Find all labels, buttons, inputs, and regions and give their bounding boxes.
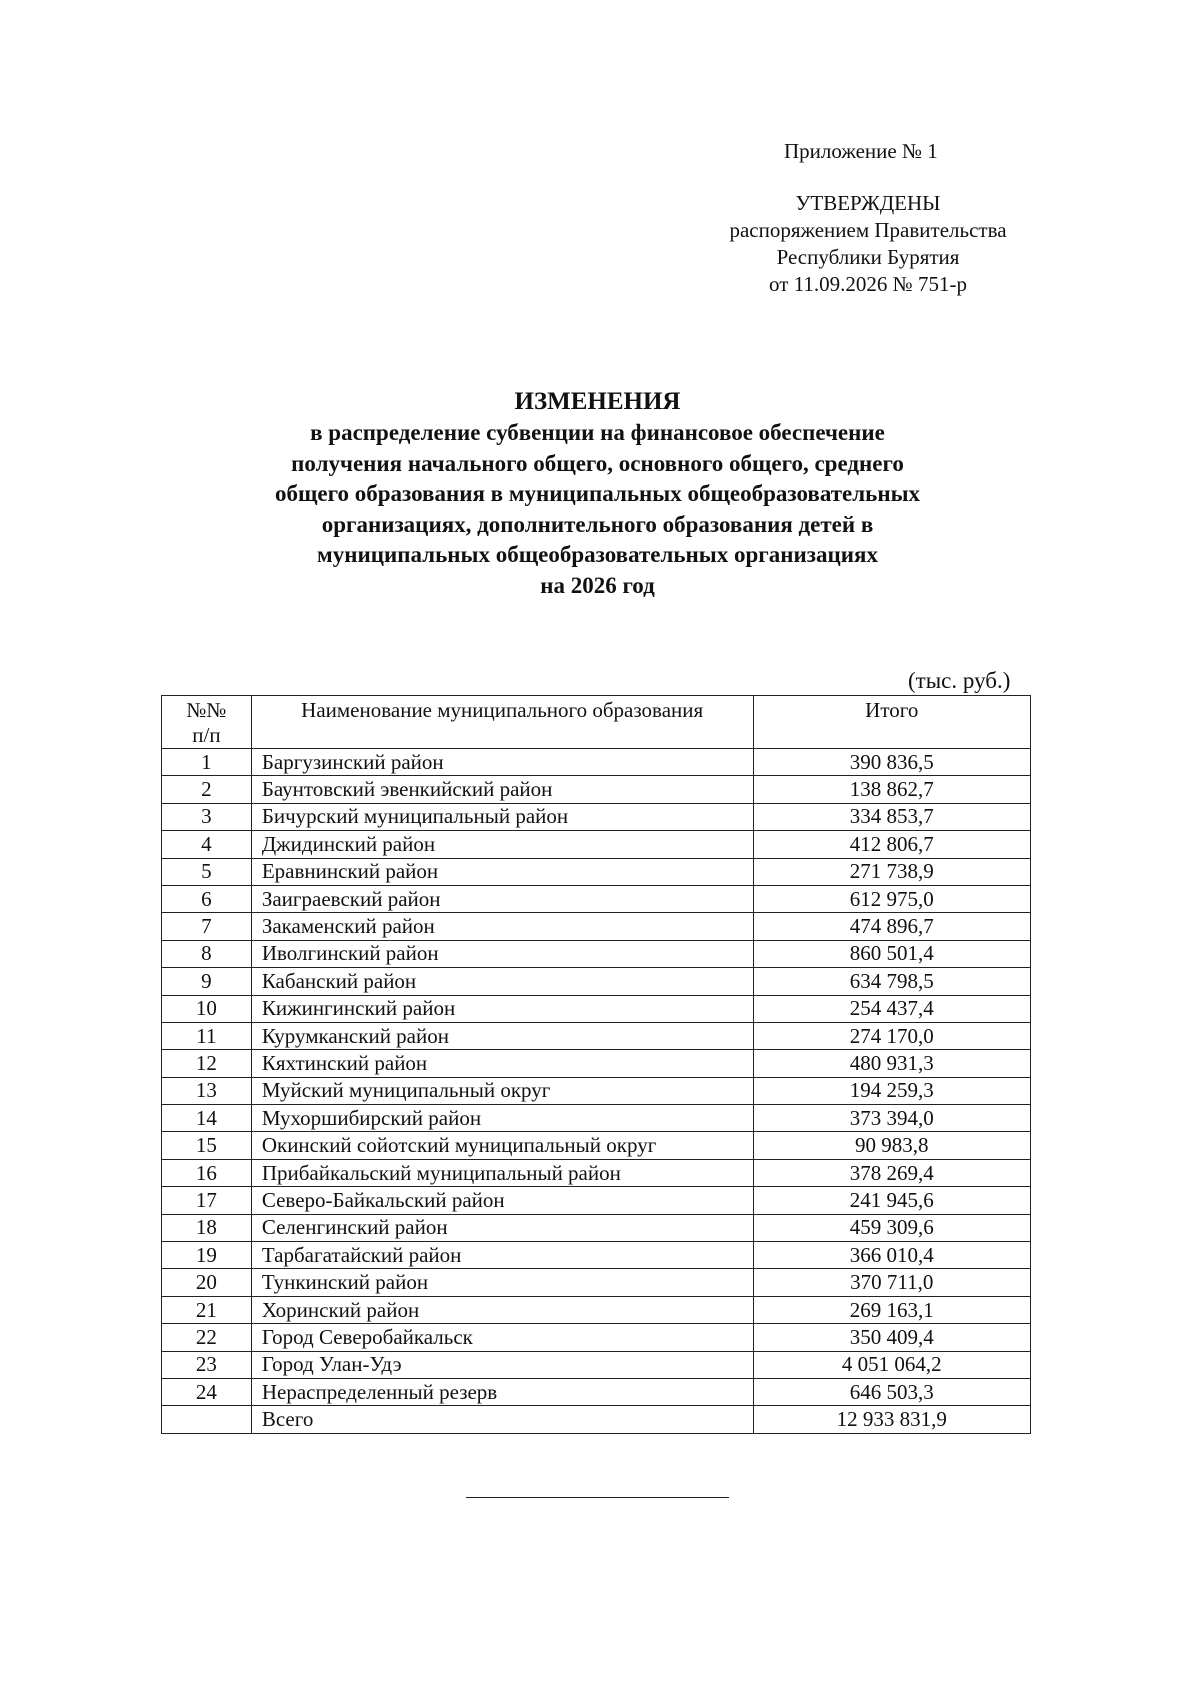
- table-row: [162, 1105, 1031, 1132]
- row-name: Тункинский район: [251, 1269, 753, 1296]
- row-number: 7: [162, 913, 252, 940]
- row-number: 13: [162, 1077, 252, 1104]
- row-total: 366 010,4: [753, 1242, 1030, 1269]
- units-label: (тыс. руб.): [908, 668, 1011, 693]
- table-row: [162, 968, 1031, 995]
- table-row: [162, 831, 1031, 858]
- row-number: 22: [162, 1324, 252, 1351]
- header-number-line1: №№: [186, 698, 227, 722]
- row-number: 16: [162, 1159, 252, 1186]
- table-body: [162, 749, 1031, 1434]
- row-name: Мухоршибирский район: [251, 1105, 753, 1132]
- row-name: Хоринский район: [251, 1296, 753, 1323]
- row-number: 8: [162, 940, 252, 967]
- row-total: 459 309,6: [753, 1214, 1030, 1241]
- document-subtitle-line: получения начального общего, основного общего, среднего: [291, 450, 904, 476]
- approval-title: УТВЕРЖДЕНЫ: [795, 191, 941, 215]
- table-row: [162, 1242, 1031, 1269]
- document-subtitle-line: на 2026 год: [540, 572, 655, 598]
- row-number: 20: [162, 1269, 252, 1296]
- row-name: Еравнинский район: [251, 858, 753, 885]
- table-row: [162, 1077, 1031, 1104]
- row-name: Баунтовский эвенкийский район: [251, 776, 753, 803]
- document-title: [150, 386, 1045, 601]
- row-number: 11: [162, 1022, 252, 1049]
- table-row: [162, 1324, 1031, 1351]
- table-row: [162, 940, 1031, 967]
- row-name: Кабанский район: [251, 968, 753, 995]
- allocation-table: [161, 695, 1031, 1434]
- row-number: 19: [162, 1242, 252, 1269]
- row-name: Баргузинский район: [251, 749, 753, 776]
- row-number: 17: [162, 1187, 252, 1214]
- row-number: 1: [162, 749, 252, 776]
- row-total: 390 836,5: [753, 749, 1030, 776]
- row-number: 10: [162, 995, 252, 1022]
- table-row: [162, 1159, 1031, 1186]
- row-total: 241 945,6: [753, 1187, 1030, 1214]
- row-number: 2: [162, 776, 252, 803]
- row-name: Кижингинский район: [251, 995, 753, 1022]
- row-total: 646 503,3: [753, 1378, 1030, 1405]
- approval-line: Республики Бурятия: [776, 245, 960, 269]
- row-number: 21: [162, 1296, 252, 1323]
- table-row: [162, 1022, 1031, 1049]
- row-total: 269 163,1: [753, 1296, 1030, 1323]
- row-name: Заиграевский район: [251, 885, 753, 912]
- row-name: Город Улан-Удэ: [251, 1351, 753, 1378]
- table-row: [162, 749, 1031, 776]
- row-total: 138 862,7: [753, 776, 1030, 803]
- appendix-label: Приложение № 1: [784, 139, 938, 163]
- row-total: 378 269,4: [753, 1159, 1030, 1186]
- total-row-number: [162, 1406, 252, 1433]
- row-total: 860 501,4: [753, 940, 1030, 967]
- row-name: Северо-Байкальский район: [251, 1187, 753, 1214]
- row-number: 5: [162, 858, 252, 885]
- row-name: Курумканский район: [251, 1022, 753, 1049]
- row-name: Нераспределенный резерв: [251, 1378, 753, 1405]
- row-total: 271 738,9: [753, 858, 1030, 885]
- row-name: Джидинский район: [251, 831, 753, 858]
- table-row: [162, 803, 1031, 830]
- row-name: Город Северобайкальск: [251, 1324, 753, 1351]
- row-total: 370 711,0: [753, 1269, 1030, 1296]
- total-row: [162, 1406, 1031, 1433]
- row-number: 6: [162, 885, 252, 912]
- row-total: 612 975,0: [753, 885, 1030, 912]
- document-subtitle-line: муниципальных общеобразовательных организациях: [317, 542, 878, 567]
- table-row: [162, 1378, 1031, 1405]
- table-row: [162, 913, 1031, 940]
- row-number: 14: [162, 1105, 252, 1132]
- row-name: Окинский сойотский муниципальный округ: [251, 1132, 753, 1159]
- table-row: [162, 1351, 1031, 1378]
- row-number: 15: [162, 1132, 252, 1159]
- table-row: [162, 1269, 1031, 1296]
- table-row: [162, 995, 1031, 1022]
- table-header-row: [162, 696, 1031, 749]
- table-row: [162, 885, 1031, 912]
- row-total: 194 259,3: [753, 1077, 1030, 1104]
- row-number: 12: [162, 1050, 252, 1077]
- table-row: [162, 1214, 1031, 1241]
- document-subtitle-line: организациях, дополнительного образования детей в: [321, 511, 874, 537]
- document-heading: ИЗМЕНЕНИЯ: [514, 388, 681, 415]
- row-number: 9: [162, 968, 252, 995]
- document-subtitle-line: в распределение субвенции на финансовое обеспечение: [310, 420, 885, 445]
- header-number-line2: п/п: [192, 723, 221, 747]
- approval-line: от 11.09.2026 № 751-р: [769, 272, 967, 296]
- document-subtitle-line: общего образования в муниципальных общеобразовательных: [274, 481, 921, 506]
- row-number: 4: [162, 831, 252, 858]
- table-row: [162, 1187, 1031, 1214]
- row-total: 334 853,7: [753, 803, 1030, 830]
- header-name: Наименование муниципального образования: [251, 696, 753, 749]
- row-number: 23: [162, 1351, 252, 1378]
- bottom-divider: [466, 1497, 729, 1498]
- row-name: Муйский муниципальный округ: [251, 1077, 753, 1104]
- header-total: Итого: [753, 696, 1030, 749]
- row-number: 3: [162, 803, 252, 830]
- row-name: Тарбагатайский район: [251, 1242, 753, 1269]
- row-name: Селенгинский район: [251, 1214, 753, 1241]
- table-row: [162, 1132, 1031, 1159]
- header-number: [162, 696, 252, 749]
- row-name: Бичурский муниципальный район: [251, 803, 753, 830]
- row-name: Прибайкальский муниципальный район: [251, 1159, 753, 1186]
- approval-line: распоряжением Правительства: [729, 218, 1007, 242]
- row-total: 412 806,7: [753, 831, 1030, 858]
- row-total: 373 394,0: [753, 1105, 1030, 1132]
- row-number: 18: [162, 1214, 252, 1241]
- row-total: 254 437,4: [753, 995, 1030, 1022]
- total-row-value: 12 933 831,9: [753, 1406, 1030, 1433]
- row-total: 480 931,3: [753, 1050, 1030, 1077]
- row-name: Закаменский район: [251, 913, 753, 940]
- row-total: 4 051 064,2: [753, 1351, 1030, 1378]
- total-row-label: Всего: [251, 1406, 753, 1433]
- row-name: Кяхтинский район: [251, 1050, 753, 1077]
- approval-block: [700, 190, 1036, 298]
- row-total: 90 983,8: [753, 1132, 1030, 1159]
- table-row: [162, 776, 1031, 803]
- row-total: 474 896,7: [753, 913, 1030, 940]
- row-total: 274 170,0: [753, 1022, 1030, 1049]
- row-total: 350 409,4: [753, 1324, 1030, 1351]
- table-row: [162, 858, 1031, 885]
- table-row: [162, 1050, 1031, 1077]
- row-total: 634 798,5: [753, 968, 1030, 995]
- table-row: [162, 1296, 1031, 1323]
- row-number: 24: [162, 1378, 252, 1405]
- row-name: Иволгинский район: [251, 940, 753, 967]
